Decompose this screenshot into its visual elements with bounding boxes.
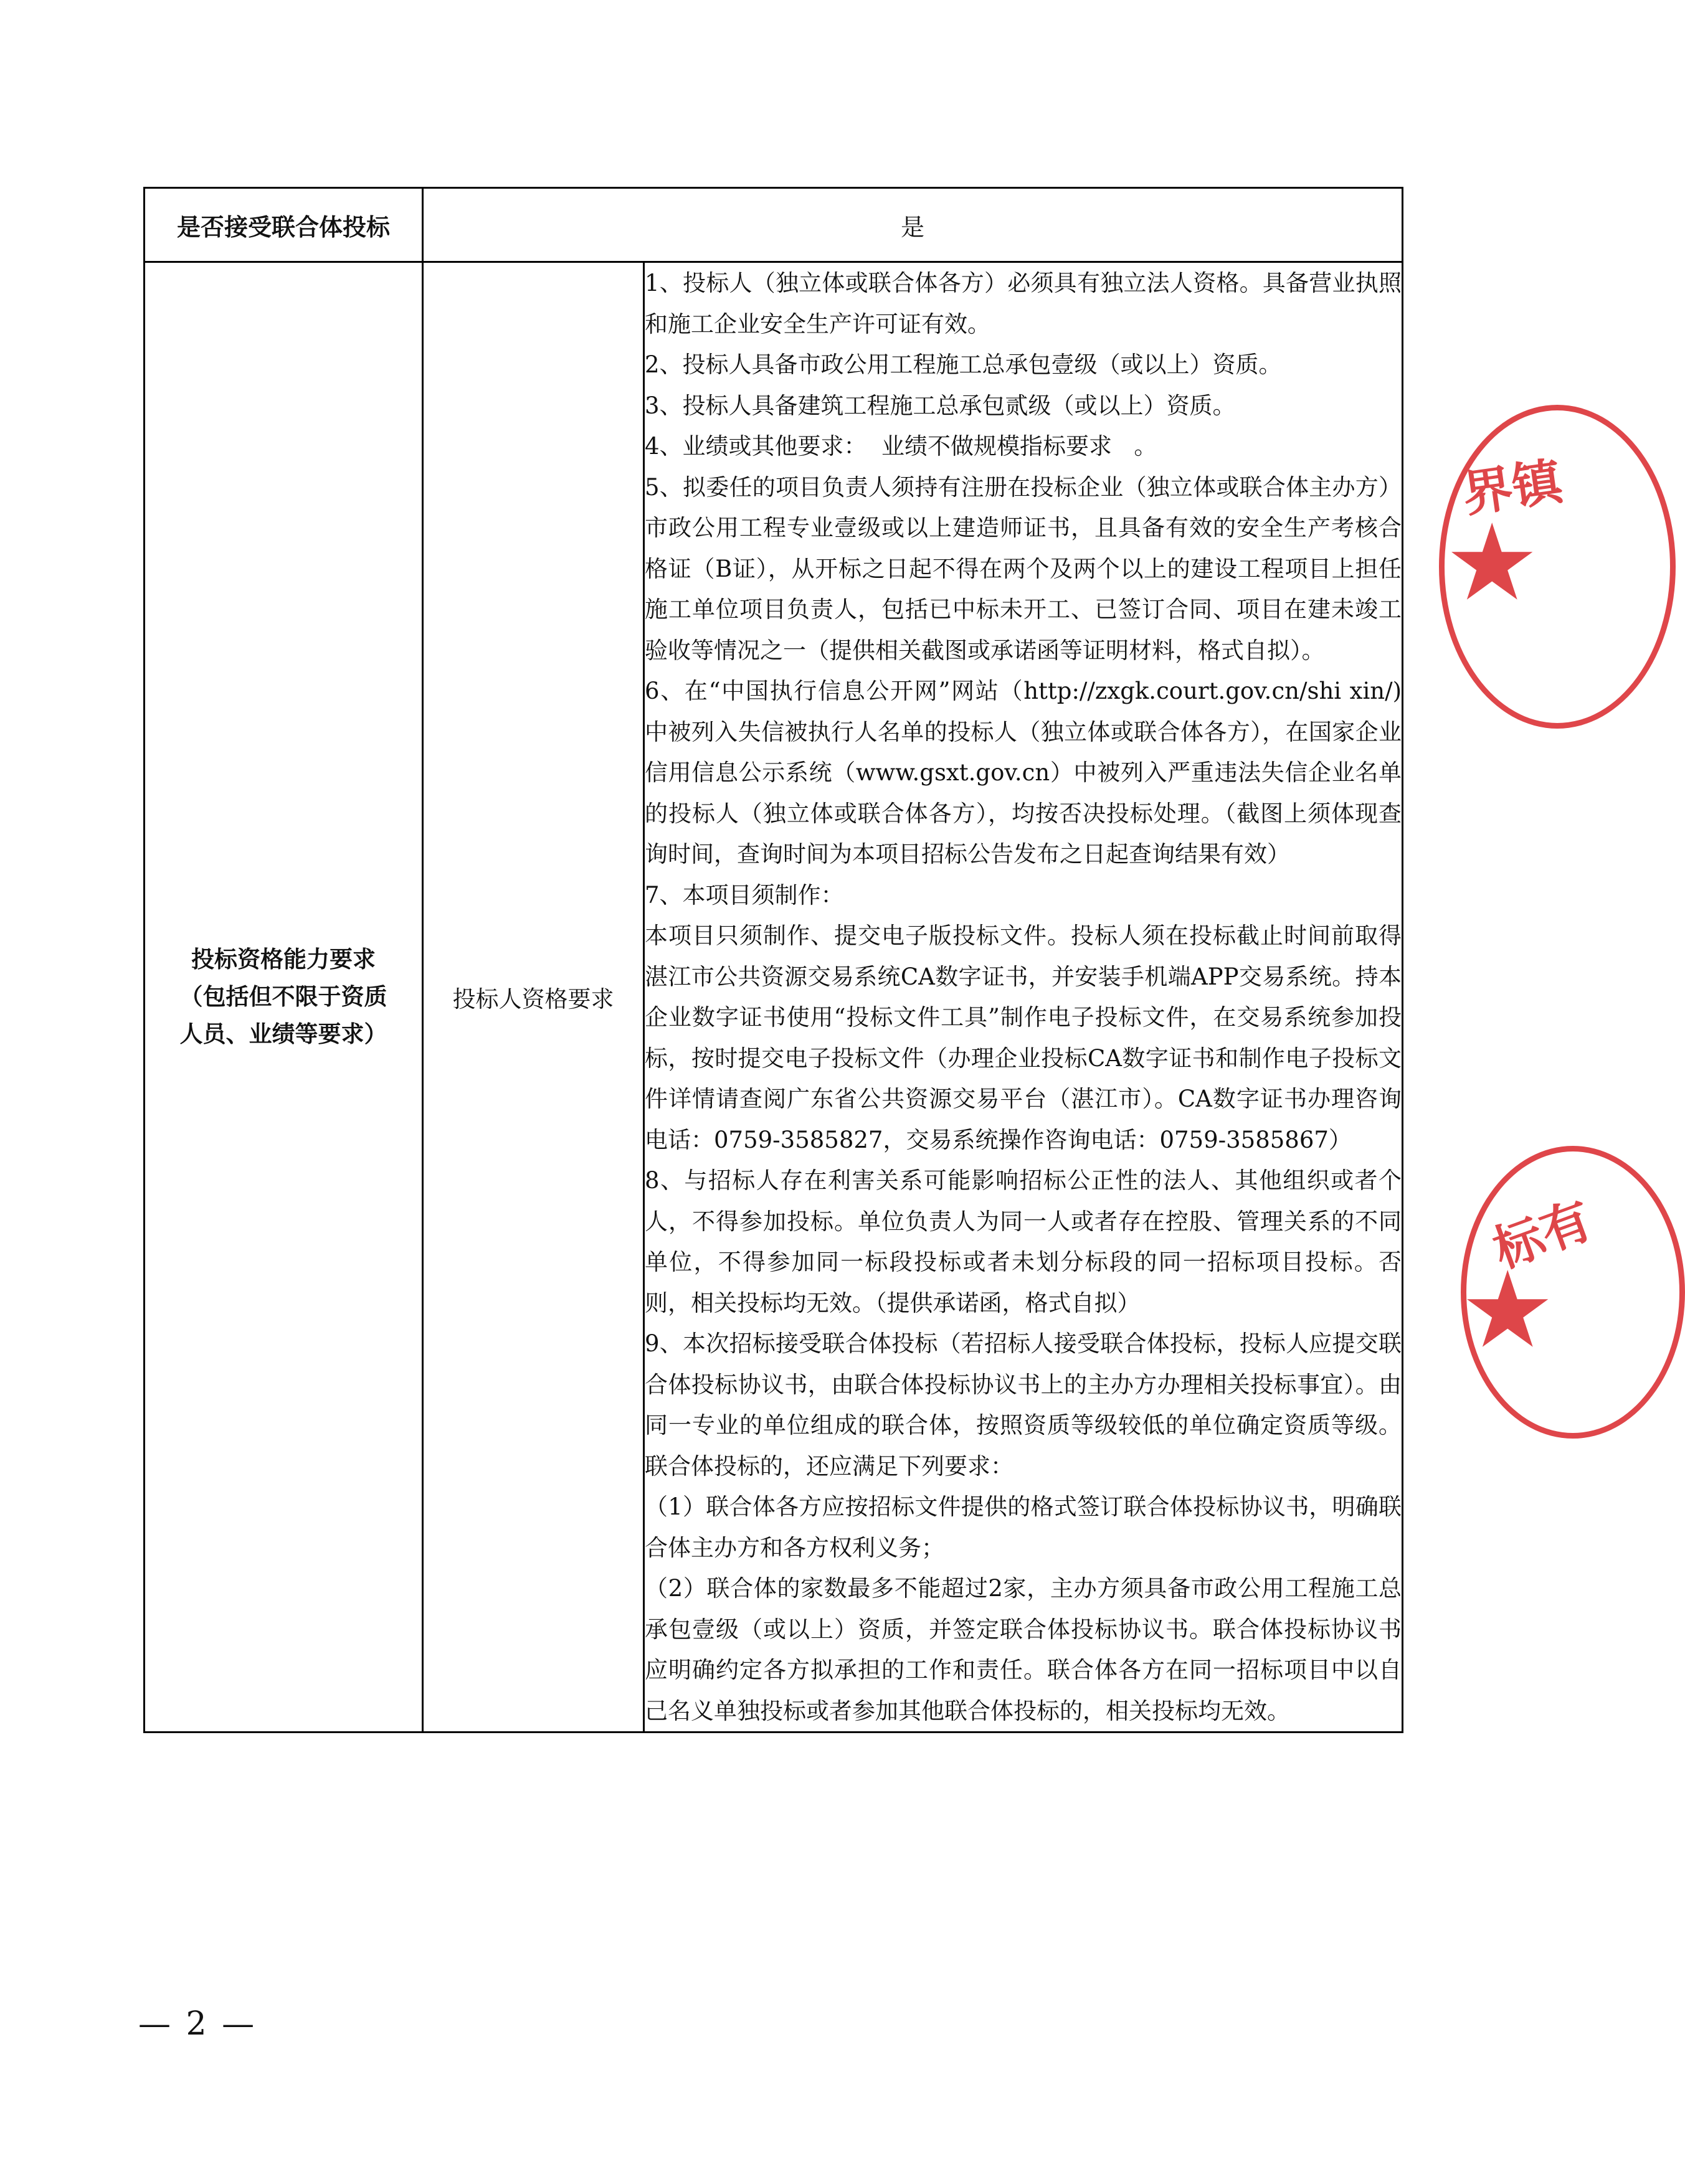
requirement-paragraph: 1、投标人（独立体或联合体各方）必须具有独立法人资格。具备营业执照和施工企业安全生产许可证有效。 <box>645 270 1402 338</box>
seal-text: 界镇 <box>1459 452 1566 524</box>
requirement-paragraph: 2、投标人具备市政公用工程施工总承包壹级（或以上）资质。 <box>645 351 1282 378</box>
consortium-value-cell: 是 <box>423 188 1403 262</box>
requirement-paragraph: 3、投标人具备建筑工程施工总承包贰级（或以上）资质。 <box>645 392 1236 419</box>
requirement-paragraph: 本项目只须制作、提交电子版投标文件。投标人须在投标截止时间前取得湛江市公共资源交易系统CA数字证书，并安装手机端APP交易系统。持本企业数字证书使用“投标文件工具”制作电子投标文件，在交易系统参加投标，按时提交电子投标文件（办理企业投标CA数字证书和制作电子投标文件详情请查阅广东省公共资源交易平台（湛江市）。CA数字证书办理咨询电话：0759-3585827，交易系统操作咨询电话：0759-3585867） <box>645 922 1402 1153</box>
requirement-paragraph: （1）联合体各方应按招标文件提供的格式签订联合体投标协议书，明确联合体主办方和各方权利义务； <box>645 1493 1402 1561</box>
requirement-paragraph: （2）联合体的家数最多不能超过2家，主办方须具备市政公用工程施工总承包壹级（或以上）资质，并签定联合体投标协议书。联合体投标协议书应明确约定各方拟承担的工作和责任。联合体各方在同一招标项目中以自己名义单独投标或者参加其他联合体投标的，相关投标均无效。 <box>645 1575 1402 1724</box>
page-number: — 2 — <box>138 2005 257 2043</box>
table-row <box>145 262 1403 1733</box>
qualification-category-label: 投标资格能力要求 （包括但不限于资质 人员、业绩等要求） <box>179 946 387 1047</box>
qualification-category-cell <box>145 262 423 1733</box>
requirement-paragraph: 4、业绩或其他要求： 业绩不做规模指标要求 。 <box>645 433 1157 460</box>
bidder-qualification-label: 投标人资格要求 <box>423 262 644 1733</box>
table-row <box>145 188 1403 262</box>
requirement-paragraph: 5、拟委任的项目负责人须持有注册在投标企业（独立体或联合体主办方）市政公用工程专业壹级或以上建造师证书，且具备有效的安全生产考核合格证（B证），从开标之日起不得在两个及两个以上的建设工程项目上担任施工单位项目负责人，包括已中标未开工、已签订合同、项目在建未竣工验收等情况之一（提供相关截图或承诺函等证明材料，格式自拟）。 <box>645 473 1402 664</box>
requirements-content <box>644 262 1403 1733</box>
requirement-paragraph: 9、本次招标接受联合体投标（若招标人接受联合体投标，投标人应提交联合体投标协议书，由联合体投标协议书上的主办方办理相关投标事宜）。由同一专业的单位组成的联合体，按照资质等级较低的单位确定资质等级。联合体投标的，还应满足下列要求： <box>645 1330 1402 1480</box>
requirement-paragraph: 6、在“中国执行信息公开网”网站（http://zxgk.court.gov.cn/shi xin/)中被列入失信被执行人名单的投标人（独立体或联合体各方），在国家企业信用信息公示系统（www.gsxt.gov.cn）中被列入严重违法失信企业名单的投标人（独立体或联合体各方），均按否决投标处理。（截图上须体现查询时间，查询时间为本项目招标公告发布之日起查询结果有效） <box>645 678 1402 867</box>
requirements-table <box>143 187 1403 1733</box>
official-seal-stamp <box>1461 1146 1685 1439</box>
requirement-paragraph: 8、与招标人存在利害关系可能影响招标公正性的法人、其他组织或者个人，不得参加投标。单位负责人为同一人或者存在控股、管理关系的不同单位，不得参加同一标段投标或者未划分标段的同一招标项目投标。否则，相关投标均无效。（提供承诺函，格式自拟） <box>645 1167 1402 1317</box>
requirement-paragraph: 7、本项目须制作： <box>645 881 844 909</box>
consortium-header-cell: 是否接受联合体投标 <box>145 188 423 262</box>
official-seal-stamp <box>1439 405 1676 729</box>
seal-text: 标有 <box>1486 1191 1600 1280</box>
star-icon: ★ <box>1460 1249 1555 1372</box>
star-icon: ★ <box>1445 501 1540 625</box>
